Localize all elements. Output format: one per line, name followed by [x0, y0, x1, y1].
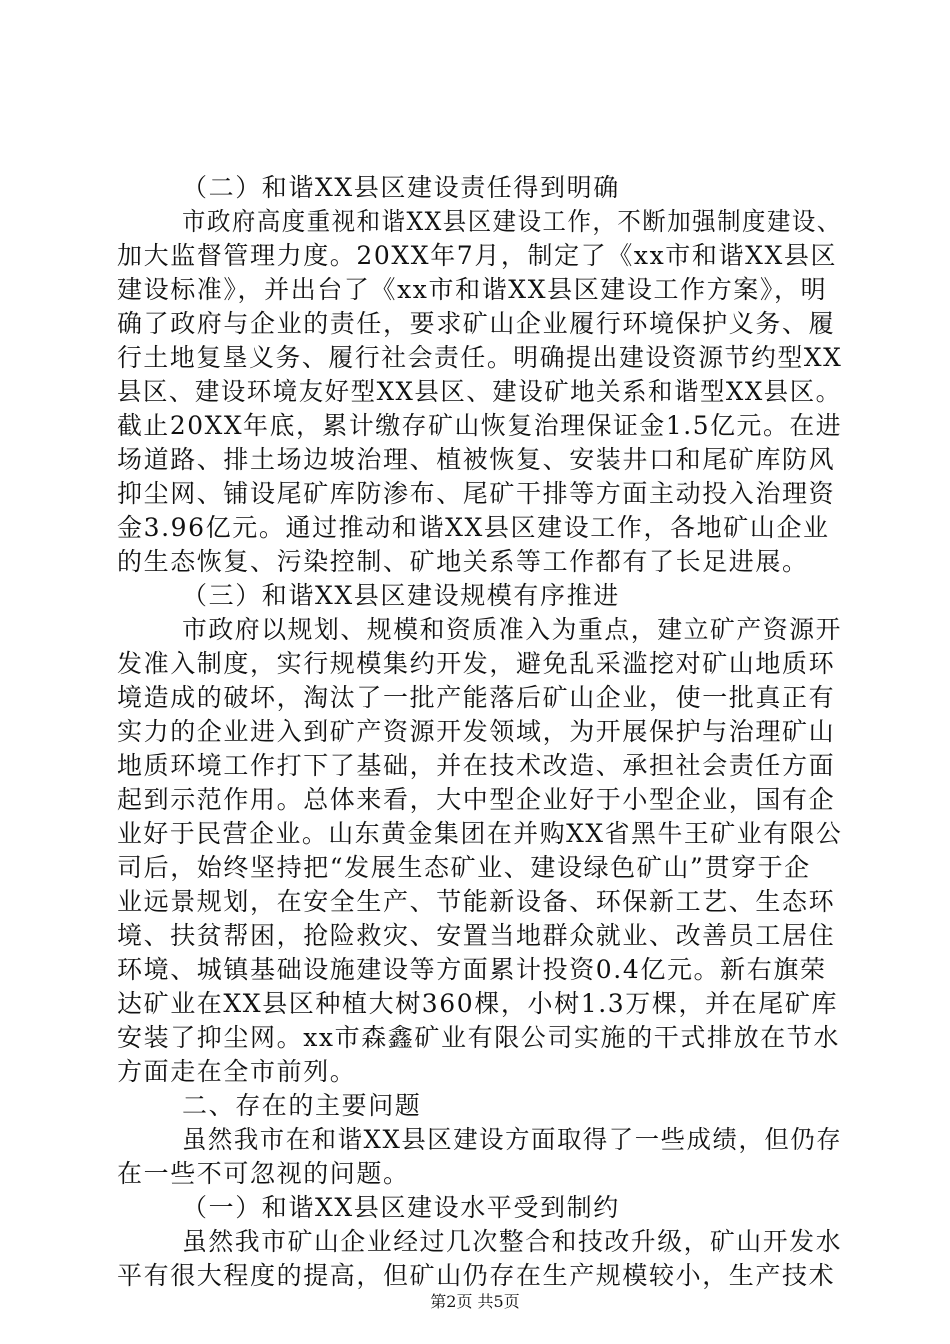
paragraph-line: 截止20XX年底，累计缴存矿山恢复治理保证金1.5亿元。在进	[117, 411, 843, 440]
section-heading-2: （二）和谐XX县区建设责任得到明确	[182, 173, 620, 202]
paragraph-line: 发准入制度，实行规模集约开发，避免乱采滥挖对矿山地质环	[117, 649, 836, 678]
paragraph-line: 起到示范作用。总体来看，大中型企业好于小型企业，国有企	[117, 785, 836, 814]
paragraph-line: 地质环境工作打下了基础，并在技术改造、承担社会责任方面	[117, 751, 836, 780]
paragraph-line: 加大监督管理力度。20XX年7月，制定了《xx市和谐XX县区	[117, 241, 838, 270]
paragraph-line: 安装了抑尘网。xx市森鑫矿业有限公司实施的干式排放在节水	[117, 1023, 841, 1052]
paragraph-line: 确了政府与企业的责任，要求矿山企业履行环境保护义务、履	[117, 309, 836, 338]
paragraph-line: 县区、建设环境友好型XX县区、建设矿地关系和谐型XX县区。	[117, 377, 842, 406]
paragraph-line: 建设标准》，并出台了《xx市和谐XX县区建设工作方案》，明	[117, 275, 828, 304]
paragraph-line: 达矿业在XX县区种植大树360棵，小树1.3万棵，并在尾矿库	[117, 989, 839, 1018]
paragraph-line: 金3.96亿元。通过推动和谐XX县区建设工作，各地矿山企业	[117, 513, 830, 542]
section-heading-problems: 二、存在的主要问题	[182, 1091, 422, 1120]
paragraph-line: 境、扶贫帮困，抢险救灾、安置当地群众就业、改善员工居住	[117, 921, 836, 950]
section-heading-3: （三）和谐XX县区建设规模有序推进	[182, 581, 620, 610]
paragraph-line: 方面走在全市前列。	[117, 1057, 357, 1086]
section-heading-1: （一）和谐XX县区建设水平受到制约	[182, 1193, 620, 1222]
paragraph-line: 行土地复垦义务、履行社会责任。明确提出建设资源节约型XX	[117, 343, 843, 372]
paragraph-line: 的生态恢复、污染控制、矿地关系等工作都有了长足进展。	[117, 547, 809, 576]
paragraph-line: 司后，始终坚持把“发展生态矿业、建设绿色矿山”贯穿于企	[117, 853, 811, 882]
paragraph-line: 在一些不可忽视的问题。	[117, 1159, 410, 1188]
paragraph-line: 虽然我市矿山企业经过几次整合和技改升级，矿山开发水	[182, 1227, 843, 1256]
paragraph-line: 抑尘网、铺设尾矿库防渗布、尾矿干排等方面主动投入治理资	[117, 479, 836, 508]
paragraph-line: 虽然我市在和谐XX县区建设方面取得了一些成绩，但仍存	[182, 1125, 843, 1154]
paragraph-line: 实力的企业进入到矿产资源开发领域，为开展保护与治理矿山	[117, 717, 836, 746]
paragraph-line: 市政府以规划、规模和资质准入为重点，建立矿产资源开	[182, 615, 843, 644]
paragraph-line: 环境、城镇基础设施建设等方面累计投资0.4亿元。新右旗荣	[117, 955, 827, 984]
paragraph-line: 平有很大程度的提高，但矿山仍存在生产规模较小，生产技术	[117, 1261, 836, 1290]
paragraph-line: 业好于民营企业。山东黄金集团在并购XX省黑牛王矿业有限公	[117, 819, 843, 848]
paragraph-line: 境造成的破坏，淘汰了一批产能落后矿山企业，使一批真正有	[117, 683, 836, 712]
paragraph-line: 业远景规划，在安全生产、节能新设备、环保新工艺、生态环	[117, 887, 836, 916]
page-footer: 第2页 共5页	[430, 1292, 520, 1311]
paragraph-line: 场道路、排土场边坡治理、植被恢复、安装井口和尾矿库防风	[117, 445, 836, 474]
paragraph-line: 市政府高度重视和谐XX县区建设工作，不断加强制度建设、	[182, 207, 842, 236]
